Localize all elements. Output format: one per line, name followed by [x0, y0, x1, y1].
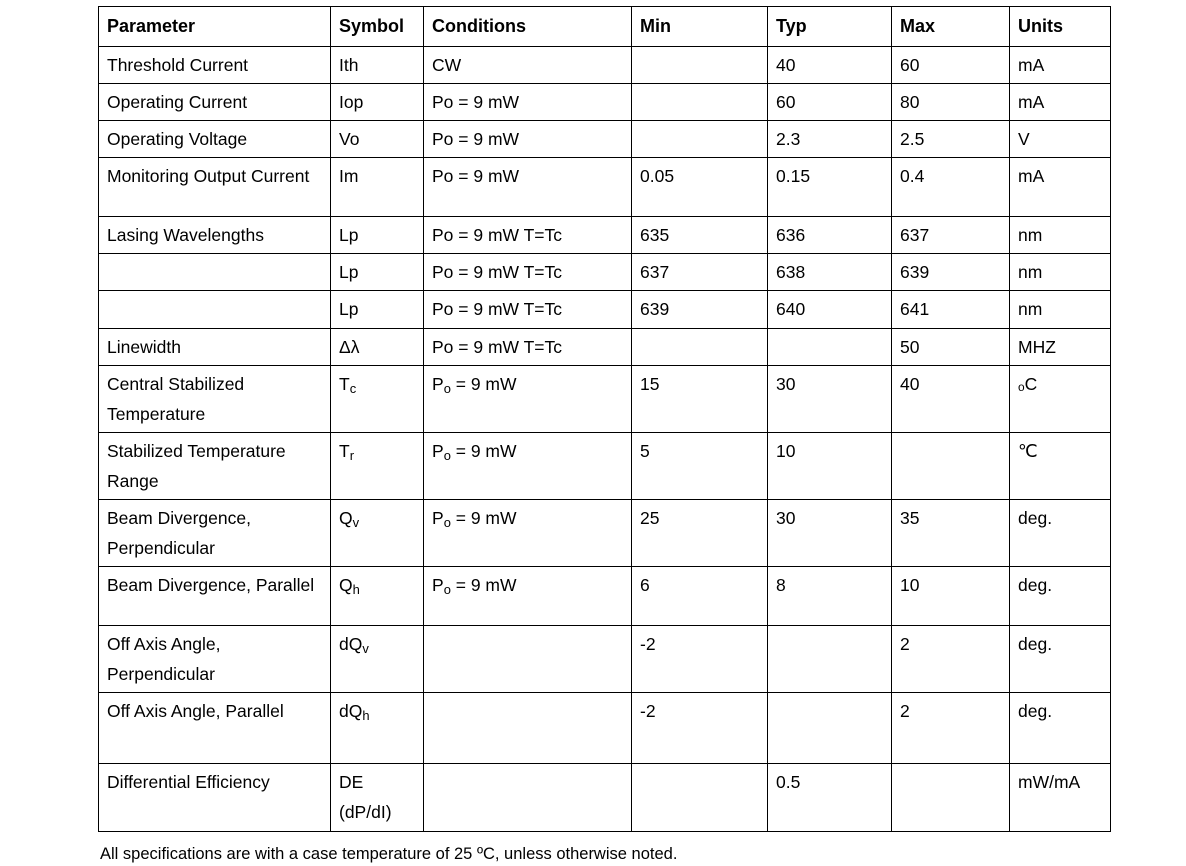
table-row: [99, 567, 1111, 626]
cell-units: V: [1010, 121, 1111, 158]
cell-conditions: Po = 9 mW: [424, 567, 632, 626]
table-row: [99, 328, 1111, 365]
cell-min: 637: [632, 254, 768, 291]
cell-parameter: Central Stabilized Temperature: [99, 365, 331, 432]
cell-max: 2: [892, 626, 1010, 693]
cell-symbol: DE (dP/dI): [331, 764, 424, 831]
cell-parameter: Monitoring Output Current: [99, 158, 331, 217]
cell-max: 2.5: [892, 121, 1010, 158]
table-row: [99, 432, 1111, 499]
cell-min: [632, 328, 768, 365]
cell-parameter: Beam Divergence, Parallel: [99, 567, 331, 626]
cell-parameter: Differential Efficiency: [99, 764, 331, 831]
cell-min: -2: [632, 693, 768, 764]
cell-max: 2: [892, 693, 1010, 764]
cell-max: 10: [892, 567, 1010, 626]
cell-max: 60: [892, 46, 1010, 83]
cell-parameter: Off Axis Angle, Perpendicular: [99, 626, 331, 693]
cell-parameter: Operating Current: [99, 84, 331, 121]
cell-conditions: Po = 9 mW T=Tc: [424, 328, 632, 365]
cell-typ: 10: [768, 432, 892, 499]
cell-max: 35: [892, 499, 1010, 566]
cell-max: 0.4: [892, 158, 1010, 217]
cell-min: -2: [632, 626, 768, 693]
cell-min: 0.05: [632, 158, 768, 217]
cell-symbol: dQh: [331, 693, 424, 764]
table-row: [99, 158, 1111, 217]
cell-max: 637: [892, 217, 1010, 254]
cell-units: ℃: [1010, 432, 1111, 499]
cell-typ: 60: [768, 84, 892, 121]
column-header-units: Units: [1010, 7, 1111, 47]
table-row: [99, 626, 1111, 693]
cell-max: 40: [892, 365, 1010, 432]
column-header-min: Min: [632, 7, 768, 47]
cell-typ: 638: [768, 254, 892, 291]
cell-max: [892, 432, 1010, 499]
cell-parameter: Off Axis Angle, Parallel: [99, 693, 331, 764]
cell-units: nm: [1010, 217, 1111, 254]
cell-conditions: Po = 9 mW T=Tc: [424, 291, 632, 328]
table-body: [99, 46, 1111, 831]
cell-conditions: Po = 9 mW: [424, 158, 632, 217]
cell-symbol: Im: [331, 158, 424, 217]
cell-parameter: [99, 254, 331, 291]
cell-conditions: Po = 9 mW: [424, 365, 632, 432]
column-header-symbol: Symbol: [331, 7, 424, 47]
table-row: [99, 84, 1111, 121]
cell-conditions: [424, 764, 632, 831]
cell-units: mA: [1010, 158, 1111, 217]
cell-conditions: Po = 9 mW: [424, 121, 632, 158]
cell-symbol: Δλ: [331, 328, 424, 365]
cell-parameter: [99, 291, 331, 328]
cell-conditions: [424, 626, 632, 693]
cell-max: [892, 764, 1010, 831]
table-row: [99, 764, 1111, 831]
table-row: [99, 291, 1111, 328]
table-row: [99, 46, 1111, 83]
cell-conditions: CW: [424, 46, 632, 83]
cell-parameter: Stabilized Temperature Range: [99, 432, 331, 499]
cell-typ: 40: [768, 46, 892, 83]
cell-units: MHZ: [1010, 328, 1111, 365]
cell-typ: 2.3: [768, 121, 892, 158]
table-row: [99, 254, 1111, 291]
cell-min: 25: [632, 499, 768, 566]
cell-conditions: Po = 9 mW: [424, 432, 632, 499]
column-header-parameter: Parameter: [99, 7, 331, 47]
table-row: [99, 693, 1111, 764]
table-row: [99, 217, 1111, 254]
table-row: [99, 365, 1111, 432]
cell-typ: 0.15: [768, 158, 892, 217]
table-header-row: [99, 7, 1111, 47]
column-header-typ: Typ: [768, 7, 892, 47]
cell-symbol: Lp: [331, 254, 424, 291]
cell-symbol: Tc: [331, 365, 424, 432]
cell-symbol: Vo: [331, 121, 424, 158]
cell-min: 6: [632, 567, 768, 626]
cell-min: [632, 46, 768, 83]
cell-typ: [768, 626, 892, 693]
cell-symbol: Qh: [331, 567, 424, 626]
table-footnote: All specifications are with a case temperature of 25 ºC, unless otherwise noted.: [100, 844, 678, 863]
cell-min: 635: [632, 217, 768, 254]
column-header-max: Max: [892, 7, 1010, 47]
cell-typ: 30: [768, 499, 892, 566]
cell-symbol: Lp: [331, 291, 424, 328]
cell-min: [632, 764, 768, 831]
cell-min: [632, 84, 768, 121]
cell-conditions: [424, 693, 632, 764]
cell-max: 641: [892, 291, 1010, 328]
spec-table-page: [98, 6, 1110, 866]
cell-parameter: Linewidth: [99, 328, 331, 365]
table-row: [99, 121, 1111, 158]
cell-symbol: Ith: [331, 46, 424, 83]
table-header: [99, 7, 1111, 47]
specification-table: [98, 6, 1111, 832]
cell-symbol: Lp: [331, 217, 424, 254]
table-row: [99, 499, 1111, 566]
cell-typ: 30: [768, 365, 892, 432]
cell-units: deg.: [1010, 499, 1111, 566]
cell-symbol: Qv: [331, 499, 424, 566]
cell-typ: [768, 693, 892, 764]
cell-min: 15: [632, 365, 768, 432]
cell-units: nm: [1010, 291, 1111, 328]
cell-typ: 640: [768, 291, 892, 328]
cell-units: mW/mA: [1010, 764, 1111, 831]
cell-max: 50: [892, 328, 1010, 365]
cell-conditions: Po = 9 mW T=Tc: [424, 217, 632, 254]
cell-parameter: Lasing Wavelengths: [99, 217, 331, 254]
cell-conditions: Po = 9 mW: [424, 84, 632, 121]
cell-units: mA: [1010, 46, 1111, 83]
cell-conditions: Po = 9 mW: [424, 499, 632, 566]
cell-units: deg.: [1010, 693, 1111, 764]
cell-min: 5: [632, 432, 768, 499]
cell-parameter: Threshold Current: [99, 46, 331, 83]
column-header-conditions: Conditions: [424, 7, 632, 47]
cell-symbol: Iop: [331, 84, 424, 121]
cell-parameter: Beam Divergence, Perpendicular: [99, 499, 331, 566]
cell-units: ₒC: [1010, 365, 1111, 432]
cell-units: mA: [1010, 84, 1111, 121]
cell-typ: 8: [768, 567, 892, 626]
cell-units: deg.: [1010, 567, 1111, 626]
cell-conditions: Po = 9 mW T=Tc: [424, 254, 632, 291]
cell-units: deg.: [1010, 626, 1111, 693]
cell-symbol: dQv: [331, 626, 424, 693]
cell-min: 639: [632, 291, 768, 328]
cell-units: nm: [1010, 254, 1111, 291]
cell-typ: [768, 328, 892, 365]
cell-typ: 636: [768, 217, 892, 254]
cell-max: 80: [892, 84, 1010, 121]
cell-min: [632, 121, 768, 158]
cell-parameter: Operating Voltage: [99, 121, 331, 158]
cell-typ: 0.5: [768, 764, 892, 831]
cell-max: 639: [892, 254, 1010, 291]
cell-symbol: Tr: [331, 432, 424, 499]
